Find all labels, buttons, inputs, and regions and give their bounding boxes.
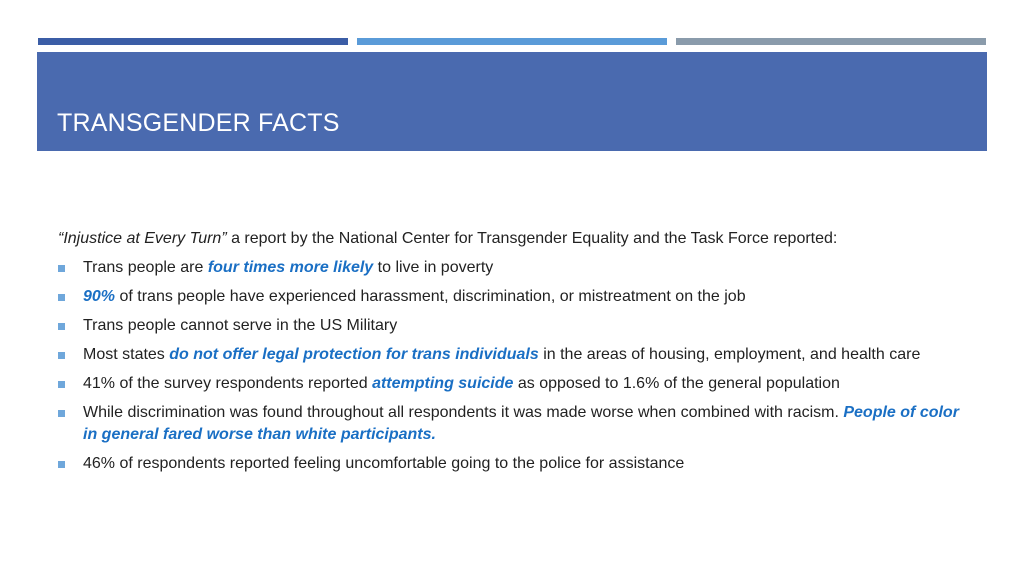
top-accent-bars — [38, 38, 986, 45]
square-bullet-icon — [58, 352, 65, 359]
fact-text: to live in poverty — [373, 259, 494, 276]
fact-text: Trans people cannot serve in the US Military — [83, 317, 398, 334]
highlighted-text: 90% — [83, 288, 116, 305]
title-band — [37, 52, 987, 151]
highlighted-text: do not offer legal protection for trans individuals — [169, 346, 539, 363]
fact-item — [58, 402, 968, 446]
facts-list — [58, 257, 968, 475]
fact-text: 41% of the survey respondents reported — [83, 375, 373, 392]
square-bullet-icon — [58, 294, 65, 301]
fact-item — [58, 373, 968, 395]
slide-body — [58, 228, 968, 482]
intro-line — [58, 228, 968, 250]
report-title: “Injustice at Every Turn” — [58, 230, 227, 247]
fact-text: 46% of respondents reported feeling uncomfortable going to the police for assistance — [83, 455, 685, 472]
square-bullet-icon — [58, 381, 65, 388]
fact-item — [58, 344, 968, 366]
square-bullet-icon — [58, 410, 65, 417]
fact-text: While discrimination was found throughout all respondents it was made worse when combined with racism. — [83, 404, 844, 421]
fact-text: of trans people have experienced harassment, discrimination, or mistreatment on the job — [115, 288, 746, 305]
square-bullet-icon — [58, 461, 65, 468]
square-bullet-icon — [58, 265, 65, 272]
highlighted-text: People of color in general fared worse than white participants. — [83, 404, 959, 443]
fact-item — [58, 257, 968, 279]
accent-bar-light-blue — [357, 38, 667, 45]
fact-text: Most states — [83, 346, 170, 363]
slide-title: TRANSGENDER FACTS — [57, 109, 340, 137]
fact-item — [58, 315, 968, 337]
highlighted-text: four times more likely — [207, 259, 374, 276]
fact-text: in the areas of housing, employment, and health care — [538, 346, 921, 363]
square-bullet-icon — [58, 323, 65, 330]
accent-bar-dark-blue — [38, 38, 348, 45]
fact-item — [58, 453, 968, 475]
fact-item — [58, 286, 968, 308]
intro-text: a report by the National Center for Transgender Equality and the Task Force reported: — [226, 230, 838, 247]
highlighted-text: attempting suicide — [372, 375, 514, 392]
accent-bar-gray — [676, 38, 986, 45]
fact-text: Trans people are — [83, 259, 208, 276]
fact-text: as opposed to 1.6% of the general population — [513, 375, 840, 392]
